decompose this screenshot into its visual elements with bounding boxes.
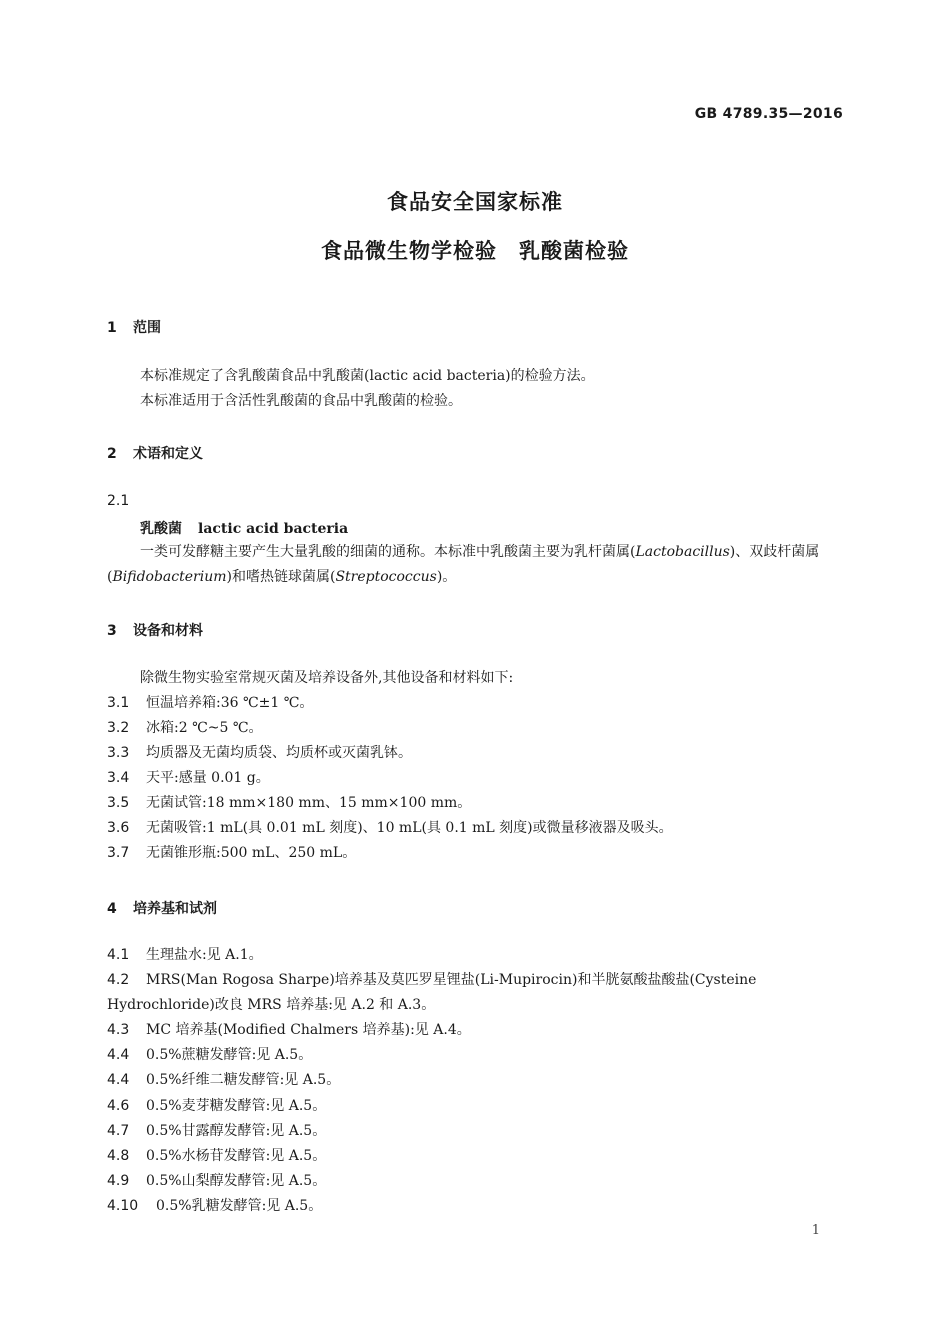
item-number: 4.4 (107, 1072, 130, 1088)
item-number: 4.10 (107, 1198, 139, 1214)
subsection-2-1-number: 2.1 (107, 493, 130, 509)
list-item (107, 943, 845, 968)
document-title-part-a: 食品微生物学检验 (321, 239, 497, 263)
item-text: 无菌试管:18 mm×180 mm、15 mm×100 mm。 (146, 795, 472, 811)
item-text: 0.5%麦芽糖发酵管:见 A.5。 (146, 1098, 327, 1114)
section-1-heading (107, 317, 161, 337)
document-title-part-b: 乳酸菌检验 (519, 239, 629, 263)
item-number: 3.5 (107, 795, 130, 811)
item-text: 0.5%蔗糖发酵管:见 A.5。 (146, 1047, 313, 1063)
item-text: 0.5%纤维二糖发酵管:见 A.5。 (146, 1072, 341, 1088)
list-item (107, 1094, 845, 1119)
section-1-paragraph-1: 本标准规定了含乳酸菌食品中乳酸菌(lactic acid bacteria)的检验方法。 (140, 368, 595, 384)
section-number: 3 (107, 623, 117, 639)
item-number: 4.8 (107, 1148, 130, 1164)
list-item (107, 691, 845, 716)
section-title: 设备和材料 (133, 623, 203, 639)
section-number: 2 (107, 446, 117, 462)
standard-number: GB 4789.35—2016 (694, 106, 843, 122)
section-number: 1 (107, 320, 117, 336)
section-title: 术语和定义 (133, 446, 203, 462)
item-text: 无菌锥形瓶:500 mL、250 mL。 (146, 845, 357, 861)
definition-text: 一类可发酵糖主要产生大量乳酸的细菌的通称。本标准中乳酸菌主要为乳杆菌属( (140, 544, 636, 560)
item-number: 4.3 (107, 1022, 130, 1038)
list-item (107, 968, 845, 993)
item-number: 4.1 (107, 947, 130, 963)
item-text: 天平:感量 0.01 g。 (146, 770, 270, 786)
list-item (107, 1068, 845, 1093)
list-item (107, 1119, 845, 1144)
list-item (107, 1194, 845, 1219)
page-number: 1 (811, 1223, 820, 1238)
list-item (107, 766, 845, 791)
item-number: 4.9 (107, 1173, 130, 1189)
list-item (107, 1144, 845, 1169)
item-number: 3.7 (107, 845, 130, 861)
section-number: 4 (107, 901, 117, 917)
item-number: 3.1 (107, 695, 130, 711)
section-1-paragraph-2: 本标准适用于含活性乳酸菌的食品中乳酸菌的检验。 (140, 393, 462, 409)
list-item (107, 791, 845, 816)
item-text: MRS(Man Rogosa Sharpe)培养基及莫匹罗星锂盐(Li-Mupirocin)和半胱氨酸盐酸盐(Cysteine (146, 972, 757, 988)
definition-text: )。 (436, 569, 457, 585)
item-number: 4.7 (107, 1123, 130, 1139)
item-number: 3.4 (107, 770, 130, 786)
item-text: 生理盐水:见 A.1。 (146, 947, 263, 963)
list-item (107, 716, 845, 741)
definition-text: )和嗜热链球菌属( (226, 569, 336, 585)
item-text: 均质器及无菌均质袋、均质杯或灭菌乳钵。 (146, 745, 412, 761)
item-text: 0.5%水杨苷发酵管:见 A.5。 (146, 1148, 327, 1164)
list-item (107, 741, 845, 766)
item-number: 3.3 (107, 745, 130, 761)
definition-text: )、双歧杆菌属( (107, 544, 820, 585)
item-number: 4.4 (107, 1047, 130, 1063)
document-title-line1: 食品安全国家标准 (387, 190, 563, 214)
genus-bifidobacterium: Bifidobacterium (112, 569, 227, 585)
list-item (107, 1043, 845, 1068)
section-title: 培养基和试剂 (133, 901, 217, 917)
term-entry (140, 518, 348, 538)
section-3-intro: 除微生物实验室常规灭菌及培养设备外,其他设备和材料如下: (140, 670, 514, 686)
item-text: 无菌吸管:1 mL(具 0.01 mL 刻度)、10 mL(具 0.1 mL 刻度)或微量移液器及吸头。 (146, 820, 673, 836)
section-4-heading (107, 898, 217, 918)
item-text: 0.5%山梨醇发酵管:见 A.5。 (146, 1173, 327, 1189)
item-text: 冰箱:2 ℃~5 ℃。 (146, 720, 263, 736)
item-text: 恒温培养箱:36 ℃±1 ℃。 (146, 695, 314, 711)
item-number: 3.6 (107, 820, 130, 836)
list-item (107, 1169, 845, 1194)
item-number: 4.6 (107, 1098, 130, 1114)
term-definition (107, 540, 845, 590)
list-item (107, 1018, 845, 1043)
document-title-line2 (0, 235, 950, 265)
list-item-continuation: Hydrochloride)改良 MRS 培养基:见 A.2 和 A.3。 (107, 997, 436, 1013)
term-english: lactic acid bacteria (198, 521, 349, 537)
section-title: 范围 (133, 320, 161, 336)
term-chinese: 乳酸菌 (140, 521, 182, 537)
section-3-heading (107, 620, 203, 640)
list-item (107, 816, 845, 841)
item-text: 0.5%乳糖发酵管:见 A.5。 (156, 1198, 323, 1214)
item-number: 4.2 (107, 972, 130, 988)
item-number: 3.2 (107, 720, 130, 736)
item-text: 0.5%甘露醇发酵管:见 A.5。 (146, 1123, 327, 1139)
section-2-heading (107, 443, 203, 463)
item-text: MC 培养基(Modified Chalmers 培养基):见 A.4。 (146, 1022, 471, 1038)
genus-lactobacillus: Lactobacillus (635, 544, 730, 560)
list-item (107, 841, 845, 866)
genus-streptococcus: Streptococcus (335, 569, 437, 585)
